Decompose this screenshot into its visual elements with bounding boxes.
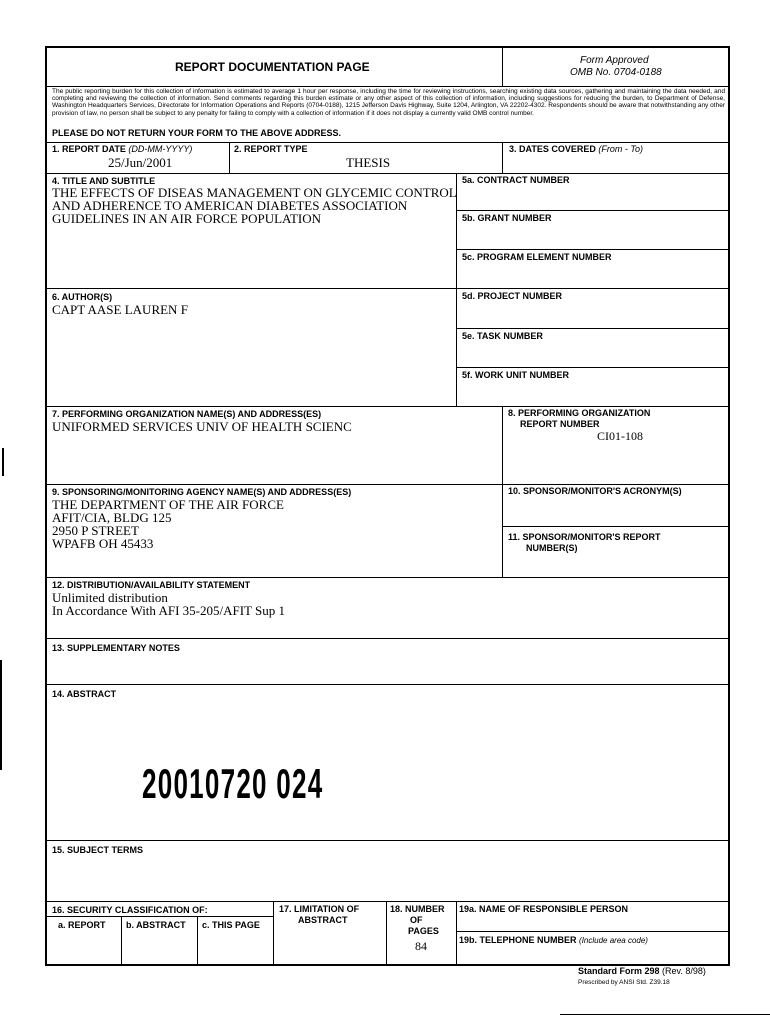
abstract-label: 14. ABSTRACT: [52, 689, 117, 699]
distribution-line-1[interactable]: Unlimited distribution: [52, 590, 168, 605]
title-line-2[interactable]: AND ADHERENCE TO AMERICAN DIABETES ASSOCIATION: [52, 198, 408, 213]
sponsor-report-label-1: 11. SPONSOR/MONITOR'S REPORT: [508, 532, 661, 542]
title-line-3[interactable]: GUIDELINES IN AN AIR FORCE POPULATION: [52, 211, 322, 226]
supplementary-label: 13. SUPPLEMENTARY NOTES: [52, 643, 180, 653]
scan-edge-mark-small: [2, 448, 4, 476]
security-abstract-label: b. ABSTRACT: [126, 920, 186, 930]
standard-form-label: Standard Form 298 (Rev. 8/98): [578, 966, 706, 976]
grant-number-label: 5b. GRANT NUMBER: [462, 213, 552, 223]
sponsor-report-label-2: NUMBER(S): [526, 543, 578, 553]
performing-report-value[interactable]: CI01-108: [597, 429, 643, 443]
subject-terms-label: 15. SUBJECT TERMS: [52, 845, 144, 855]
pages-value[interactable]: 84: [415, 939, 427, 953]
security-this-page-label: c. THIS PAGE: [202, 920, 260, 930]
sponsoring-line-1[interactable]: THE DEPARTMENT OF THE AIR FORCE: [52, 497, 284, 512]
prescribed-by: Prescribed by ANSI Std. Z39.18: [578, 979, 670, 986]
security-classification-label: 16. SECURITY CLASSIFICATION OF:: [52, 905, 208, 915]
do-not-return-warning: PLEASE DO NOT RETURN YOUR FORM TO THE ABOVE ADDRESS.: [52, 128, 342, 138]
pages-label-1: 18. NUMBER: [390, 904, 445, 914]
authors-label: 6. AUTHOR(S): [52, 292, 113, 302]
dates-covered-label: 3. DATES COVERED (From - To): [509, 144, 644, 154]
distribution-label: 12. DISTRIBUTION/AVAILABILITY STATEMENT: [52, 580, 251, 590]
responsible-person-label: 19a. NAME OF RESPONSIBLE PERSON: [459, 904, 629, 914]
title-label: 4. TITLE AND SUBTITLE: [52, 176, 156, 186]
sponsoring-line-4[interactable]: WPAFB OH 45433: [52, 536, 154, 551]
limitation-label-2: ABSTRACT: [298, 915, 348, 925]
form-approved: Form Approved: [580, 55, 649, 66]
distribution-line-2[interactable]: In Accordance With AFI 35-205/AFIT Sup 1: [52, 603, 285, 618]
project-number-label: 5d. PROJECT NUMBER: [462, 291, 563, 301]
authors-value[interactable]: CAPT AASE LAUREN F: [52, 302, 188, 317]
program-element-label: 5c. PROGRAM ELEMENT NUMBER: [462, 252, 612, 262]
sponsoring-line-2[interactable]: AFIT/CIA, BLDG 125: [52, 510, 172, 525]
telephone-label: 19b. TELEPHONE NUMBER (Include area code): [459, 935, 648, 945]
report-date-label: 1. REPORT DATE (DD-MM-YYYY): [52, 144, 193, 154]
security-report-label: a. REPORT: [58, 920, 106, 930]
performing-report-label-1: 8. PERFORMING ORGANIZATION: [508, 408, 651, 418]
performing-report-label-2: REPORT NUMBER: [520, 419, 600, 429]
limitation-label-1: 17. LIMITATION OF: [279, 904, 360, 914]
report-date-value[interactable]: 25/Jun/2001: [108, 155, 173, 170]
report-type-label: 2. REPORT TYPE: [234, 144, 308, 154]
pages-label-3: PAGES: [408, 926, 439, 936]
performing-org-value[interactable]: UNIFORMED SERVICES UNIV OF HEALTH SCIENC: [52, 419, 352, 434]
bottom-edge-mark: [560, 1014, 770, 1015]
report-type-value[interactable]: THESIS: [346, 155, 391, 170]
pages-label-2: OF: [410, 915, 423, 925]
omb-number: OMB No. 0704-0188: [570, 67, 662, 78]
title-line-1[interactable]: THE EFFECTS OF DISEAS MANAGEMENT ON GLYCEMIC CONTROL: [52, 185, 457, 200]
sponsoring-label: 9. SPONSORING/MONITORING AGENCY NAME(S) AND ADDRESS(ES): [52, 487, 352, 497]
work-unit-label: 5f. WORK UNIT NUMBER: [462, 370, 569, 380]
sponsoring-line-3[interactable]: 2950 P STREET: [52, 523, 139, 538]
task-number-label: 5e. TASK NUMBER: [462, 331, 543, 341]
burden-notice: The public reporting burden for this collection of information is estimated to average 1 hour per response, including the time for reviewing instructions, searching existing data sources, gathering and maintaining the data needed, and completing and reviewing the collection of information. Send comments regarding this burden estimate or any other aspect of this collection of information, including suggestions for reducing the burden, to Department of Defense, Washington Headquarters Services, Directorate for Information Operations and Reports (0704-0188), 1215 Jefferson Davis Highway, Suite 1204, Arlington, VA 22202-4302. Respondents should be aware that notwithstanding any other provision of law, no person shall be subject to any penalty for failing to comply with a collection of information if it does not display a currently valid OMB control number.: [52, 88, 725, 117]
scan-edge-mark: [0, 660, 2, 770]
sponsor-acronym-label: 10. SPONSOR/MONITOR'S ACRONYM(S): [508, 486, 682, 496]
performing-org-label: 7. PERFORMING ORGANIZATION NAME(S) AND ADDRESS(ES): [52, 409, 322, 419]
page-title: REPORT DOCUMENTATION PAGE: [175, 60, 370, 74]
accession-stamp: 20010720 024: [142, 760, 324, 807]
contract-number-label: 5a. CONTRACT NUMBER: [462, 175, 570, 185]
